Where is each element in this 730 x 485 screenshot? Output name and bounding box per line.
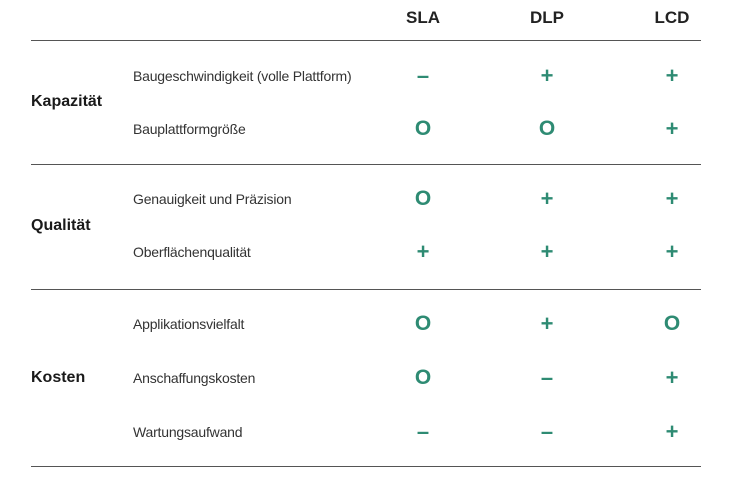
divider [31,289,701,290]
rating-mark: + [665,365,679,390]
rating-mark: + [665,63,679,88]
rating-mark: O [538,117,556,140]
rating-mark: + [665,239,679,264]
group-label-kapazitaet: Kapazität [31,93,103,110]
rating-mark: O [414,312,432,335]
rating-mark: + [665,186,679,211]
rating-mark: – [416,419,430,444]
rating-mark: + [540,239,554,264]
rating-mark: – [416,63,430,88]
rating-mark: + [416,239,430,264]
rating-mark: O [414,187,432,210]
rating-mark: + [665,419,679,444]
rating-mark: O [414,117,432,140]
table-header [0,0,730,40]
divider [31,164,701,165]
divider [31,466,701,467]
divider [31,40,701,41]
rating-mark: + [540,63,554,88]
criterion-label: Wartungsaufwand [133,424,243,440]
column-header-lcd: LCD [654,8,690,27]
criterion-label: Baugeschwindigkeit (volle Plattform) [133,68,352,84]
criterion-label: Anschaffungskosten [133,370,256,386]
rating-mark: O [414,366,432,389]
rating-mark: + [540,186,554,211]
criterion-label: Oberflächenqualität [133,244,251,260]
rating-mark: – [540,365,554,390]
rating-mark: O [663,312,681,335]
rating-mark: + [540,311,554,336]
criterion-label: Bauplattformgröße [133,121,246,137]
criterion-label: Applikationsvielfalt [133,316,245,332]
criterion-label: Genauigkeit und Präzision [133,191,292,207]
column-header-sla: SLA [406,8,440,27]
rating-mark: – [540,419,554,444]
group-label-kosten: Kosten [31,369,86,386]
group-label-qualitaet: Qualität [31,217,91,234]
column-header-dlp: DLP [530,8,564,27]
rating-mark: + [665,116,679,141]
